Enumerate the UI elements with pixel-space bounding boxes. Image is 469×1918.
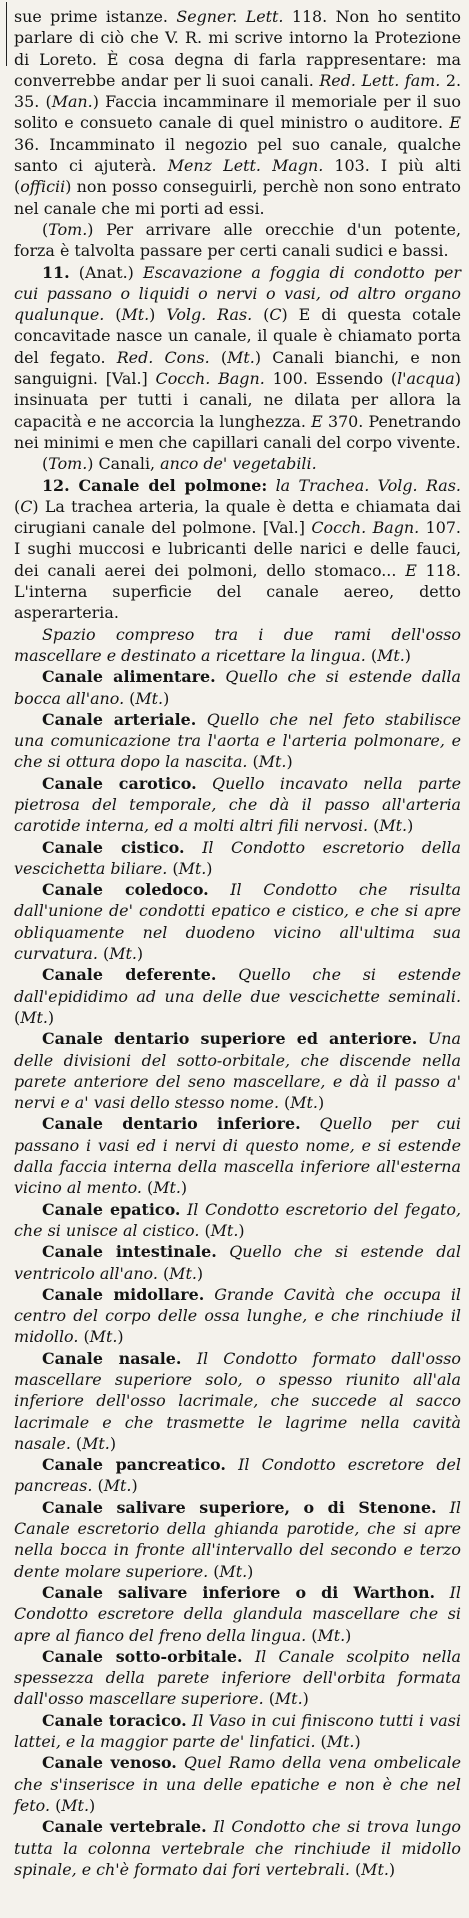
entry-canale-vertebrale: Canale vertebrale. Il Condotto che si trova lungo tutta la colonna vertebrale che rinchiude il midollo spinale, e ch'è formato dai fori vertebrali. (Mt.): [14, 1817, 461, 1879]
text-column: [14, 6, 461, 1880]
entry-sense-11: 11. (Anat.) Escavazione a foggia di condotto per cui passano o liquidi o nervi o vasi, od altro organo qualunque. (Mt.) Volg. Ras. (C) E di questa cotale concavitade nasce un canale, il quale è chiamato porta del fegato. Red. Cons. (Mt.) Canali bianchi, e non sanguigni. [Val.] Cocch. Bagn. 100. Essendo (l'acqua) insinuata per tutti i canali, ne dilata per allora la capacità e ne accorcia la lunghezza. E 370. Penetrando nei minimi e men che capillari canali del corpo vivente.: [14, 262, 461, 452]
entry-canale-intestinale: Canale intestinale. Quello che si estende dal ventricolo all'ano. (Mt.): [14, 1242, 461, 1283]
entry-canale-midollare: Canale midollare. Grande Cavità che occupa il centro del corpo delle ossa lunghe, e che rinchiude il midollo. (Mt.): [14, 1284, 462, 1347]
entry-canale-alimentare: Canale alimentare. Quello che si estende dalla bocca all'ano. (Mt.): [14, 667, 461, 708]
entry-canale-carotico: Canale carotico. Quello incavato nella parte pietrosa del temporale, che dà il passo all'arteria carotide interna, ed a molti altri fili nervosi. (Mt.): [14, 773, 461, 836]
entry-canale-salivare-inferiore: Canale salivare inferiore o di Warthon. Il Condotto escretore della glandula mascellare che si apre al fianco del freno della lingua. (Mt.): [14, 1582, 461, 1645]
entry-canale-arteriale: Canale arteriale. Quello che nel feto stabilisce una comunicazione tra l'aorta e l'arteria polmonare, e che si ottura dopo la nascita. (Mt.): [14, 709, 461, 772]
entry-canale-venoso: Canale venoso. Quel Ramo della vena ombelicale che s'inserisce in una delle epatiche e non è che nel feto. (Mt.): [14, 1753, 461, 1815]
entry-canale-dentario-inferiore: Canale dentario inferiore. Quello per cui passano i vasi ed i nervi di questo nome, e si estende dalla faccia interna della mascella inferiore all'esterna vicino al mento. (Mt.): [14, 1114, 461, 1198]
entry-canale-nasale: Canale nasale. Il Condotto formato dall'osso mascellare superiore solo, o spesso riunito all'ala inferiore dell'osso lacrimale, che succede al sacco lacrimale e che trasmette le lagrime nella cavità nasale. (Mt.): [14, 1348, 461, 1453]
entry-canale-pancreatico: Canale pancreatico. Il Condotto escretore del pancreas. (Mt.): [14, 1455, 461, 1496]
entry-sense-12: 12. Canale del polmone: la Trachea. Volg. Ras. (C) La trachea arteria, la quale è detta e chiamata dai cirugiani canale del polmone. [Val.] Cocch. Bagn. 107. I sughi muccosi e lubricanti delle narici e delle fauci, dei canali aerei dei polmoni, dello stomaco... E 118. L'interna superficie del canale aereo, detto asperarteria.: [14, 475, 461, 623]
entry-canale-toracico: Canale toracico. Il Vaso in cui finiscono tutti i vasi lattei, e la maggior parte de' linfatici. (Mt.): [14, 1710, 461, 1752]
entry-canale-dentario-superiore: Canale dentario superiore ed anteriore. Una delle divisioni del sotto-orbitale, che discende nella parete anteriore del seno mascellare, e dà il passo a' nervi e a' vasi dello stesso nome. (Mt.): [14, 1029, 461, 1113]
entry-canale-sotto-orbitale: Canale sotto-orbitale. Il Canale scolpito nella spessezza della parete inferiore dell'orbita formata dall'osso mascellare superiore. (Mt.): [14, 1646, 462, 1709]
paragraph-tom-potente: (Tom.) Per arrivare alle orecchie d'un potente, forza è talvolta passare per certi canali sudici e bassi.: [14, 219, 461, 261]
entry-canale-deferente: Canale deferente. Quello che si estende dall'epididimo ad una delle due vescichette seminali. (Mt.): [14, 965, 461, 1027]
paragraph-continuation: sue prime istanze. Segner. Lett. 118. Non ho sentito parlare di ciò che V. R. mi scrive intorno la Protezione di Loreto. È cosa degna di farla rappresentare: ma converrebbe andar per li suoi canali. Red. Lett. fam. 2. 35. (Man.) Faccia incamminare il memoriale per il suo solito e consueto canale di quel ministro o auditore. E 36. Incamminato il negozio pel suo canale, qualche santo ci ajuterà. Menz Lett. Magn. 103. I più alti (officii) non posso conseguirli, perchè non sono entrato nel canale che mi porti ad essi.: [14, 7, 462, 218]
paragraph-tom-vegetabili: (Tom.) Canali, anco de' vegetabili.: [42, 454, 317, 474]
entry-canale-coledoco: Canale coledoco. Il Condotto che risulta dall'unione de' condotti epatico e cistico, e che si apre obliquamente nel duodeno vicino all'ultima sua curvatura. (Mt.): [14, 880, 461, 964]
paragraph-spazio: Spazio compreso tra i due rami dell'osso mascellare e destinato a ricettare la lingua. (Mt.): [14, 624, 461, 665]
entry-canale-cistico: Canale cistico. Il Condotto escretorio della vescichetta biliare. (Mt.): [14, 837, 461, 878]
entry-canale-epatico: Canale epatico. Il Condotto escretorio del fegato, che si unisce al cistico. (Mt.): [14, 1199, 461, 1240]
margin-rule: [6, 2, 7, 66]
entry-canale-salivare-superiore: Canale salivare superiore, o di Stenone. Il Canale escretorio della ghianda parotide, che si apre nella bocca in fronte all'intervallo del secondo e terzo dente molare superiore. (Mt.): [14, 1497, 461, 1581]
